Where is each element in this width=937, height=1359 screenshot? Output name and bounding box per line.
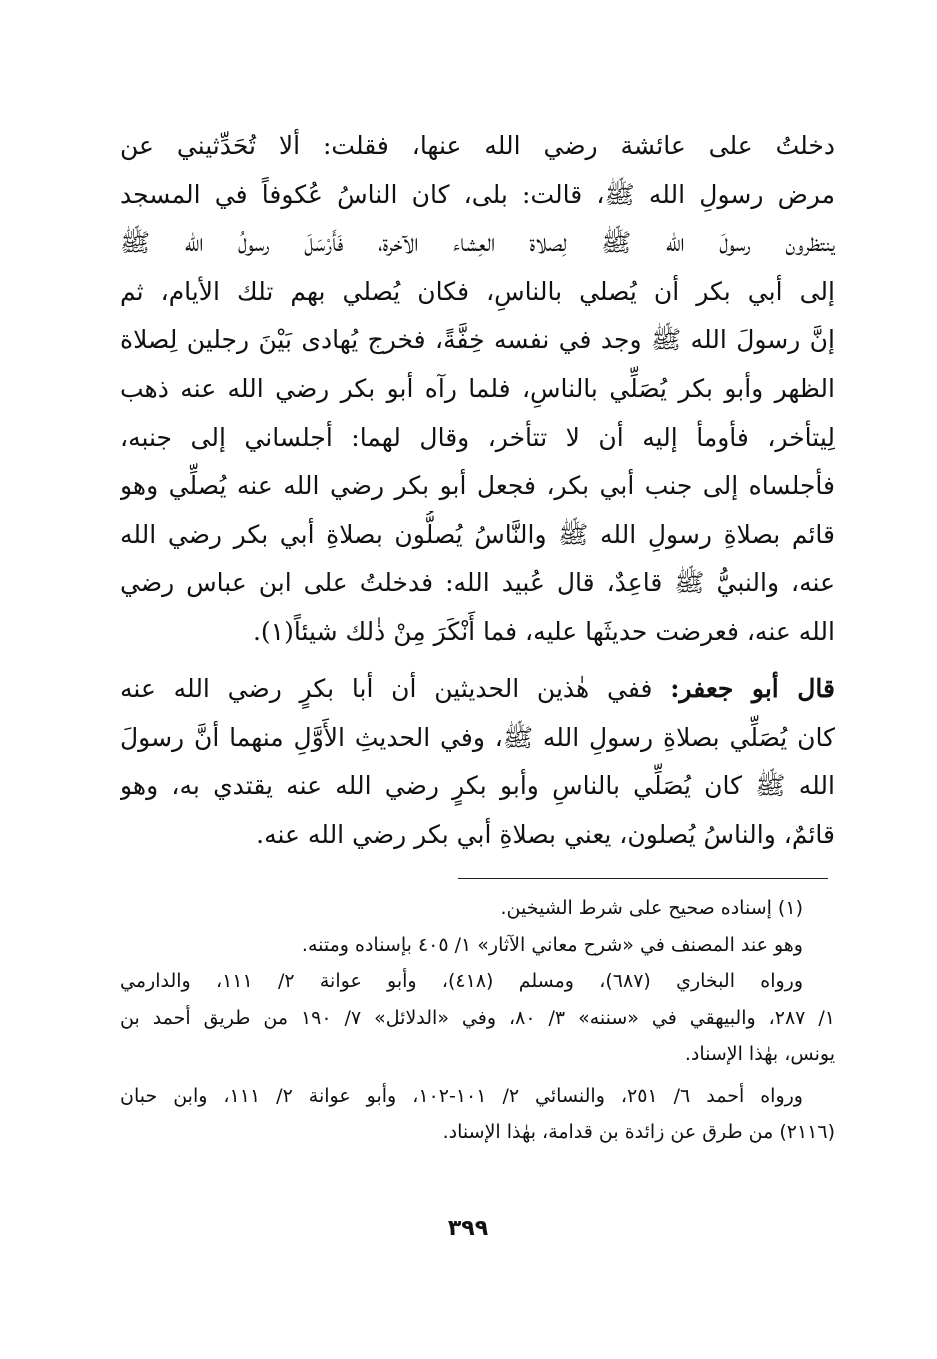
footnote-line: ورواه أحمد ٦/ ٢٥١، والنسائي ٢/ ١٠١-١٠٢، وأبو عوانة ٢/ ١١١، وابن حبان <box>120 1084 803 1107</box>
speaker-heading: قال أبو جعفر: <box>670 674 835 703</box>
paragraph-line: كان يُصَلِّي بصلاةِ رسولِ الله ﷺ، وفي الحديثِ الأَوَّلِ منهما أنَّ رسولَ <box>120 722 835 752</box>
paragraph-line: قائم بصلاةِ رسولِ الله ﷺ والنَّاسُ يُصلُّون بصلاةِ أبي بكر رضي الله <box>120 519 835 549</box>
page-number: ٣٩٩ <box>447 1216 489 1241</box>
paragraph-line: الظهر وأبو بكر يُصَلِّي بالناسِ، فلما رآه أبو بكر رضي الله عنه ذهب <box>120 373 835 403</box>
footnote-line: ورواه البخاري (٦٨٧)، ومسلم (٤١٨)، وأبو عوانة ٢/ ١١١، والدارمي <box>120 970 804 992</box>
paragraph-line-rest: ففي هٰذين الحديثين أن أبا بكرٍ رضي الله عنه <box>120 674 671 703</box>
paragraph-line: لِيتأخر، فأومأ إليه أن لا تتأخر، وقال لهما: أجلساني إلى جنبه، <box>120 422 835 452</box>
footnotes <box>120 890 835 1151</box>
paragraph-line: إلى أبي بكر أن يُصلي بالناسِ، فكان يُصلي بهم تلك الأيام، ثم <box>120 276 835 306</box>
footnote-line: يونس، بهٰذا الإسناد. <box>684 1043 835 1065</box>
main-paragraph-2 <box>120 665 835 859</box>
paragraph-line: مرض رسولِ الله ﷺ، قالت: بلى، كان الناسُ عُكوفاً في المسجد <box>120 179 835 209</box>
footnote-line: ١/ ٢٨٧، والبيهقي في «سننه» ٣/ ٨٠، وفي «الدلائل» ٧/ ١٩٠ من طريق أحمد بن <box>120 1006 835 1029</box>
paragraph-line: قائمٌ، والناسُ يُصلون، يعني بصلاةِ أبي بكر رضي الله عنه. <box>256 819 835 849</box>
paragraph-first-line <box>120 665 835 714</box>
paragraph-line: فأجلساه إلى جنب أبي بكر، فجعل أبو بكر رضي الله عنه يُصلِّي وهو <box>120 471 835 501</box>
paragraph-line: الله عنه، فعرضت حديثَها عليه، فما أَنْكَرَ مِنْ ذٰلك شيئاً(١). <box>252 616 835 646</box>
footnote-separator <box>458 878 828 879</box>
paragraph-line: إنَّ رسولَ الله ﷺ وجد في نفسه خِفَّةً، فخرج يُهادى بَيْنَ رجلين لِصلاة <box>120 325 835 355</box>
paragraph-line: الله ﷺ كان يُصَلِّي بالناسِ وأبو بكرٍ رضي الله عنه يقتدي به، وهو <box>120 771 835 801</box>
footnote-line: (٢١١٦) من طرق عن زائدة بن قدامة، بهٰذا الإسناد. <box>442 1121 835 1143</box>
main-paragraph-1 <box>120 122 835 657</box>
footnote-line: وهو عند المصنف في «شرح معاني الآثار» ١/ ٤٠٥ بإسناده ومتنه. <box>301 933 803 956</box>
paragraph-line: عنه، والنبيُّ ﷺ قاعِدٌ، قال عُبيد الله: فدخلتُ على ابن عباس رضي <box>120 568 835 598</box>
paragraph-line: ينتظرون رسولَ الله ﷺ لِصلاة العِشاء الآخرة، فَأَرْسَلَ رسولُ الله ﷺ <box>120 228 835 258</box>
footnote-1: (١) إسناده صحيح على شرط الشيخين. <box>500 897 803 919</box>
paragraph-line: دخلتُ على عائشة رضي الله عنها، فقلت: ألا تُحَدِّثيني عن <box>120 131 835 160</box>
